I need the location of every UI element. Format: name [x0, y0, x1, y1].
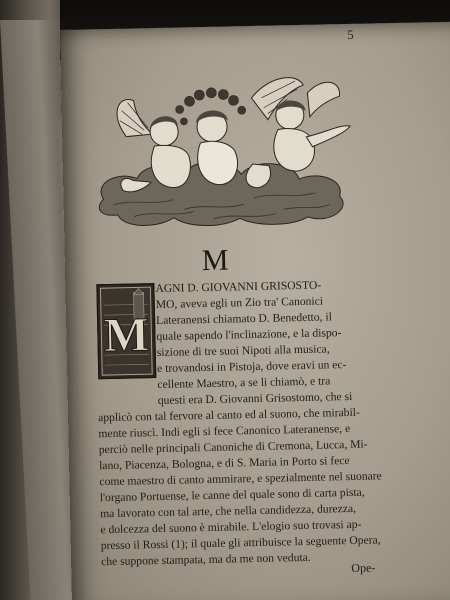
text-line: Lateranensi chiamato D. Benedetto, il [155, 310, 332, 328]
text-line: applicò con tal fervore al canto ed al suono, che mirabil- [97, 405, 360, 425]
body-text [60, 22, 450, 600]
text-line: questi era D. Giovanni Grisostomo, che si [157, 389, 353, 408]
text-line: AGNI D. GIOVANNI GRISOSTO- [155, 278, 322, 296]
text-line: come maestro di canto ammirare, e spezialmente nel suonare [99, 469, 382, 489]
text-line: e trovandosi in Pistoja, dove eravi un ec- [156, 358, 347, 376]
initial-letter: M [103, 308, 150, 363]
text-line: perciò nelle principali Canoniche di Cremona, Lucca, Mi- [98, 437, 368, 457]
text-line: quale sapendo l'inclinazione, e la dispo- [156, 326, 342, 344]
text-line: MO, aveva egli un Zio tra' Canonici [155, 294, 324, 312]
catchword: Ope- [351, 560, 376, 576]
page-number: 5 [346, 26, 354, 42]
text-line: mente riuscì. Indi egli si fece Canonico Lateranense, e [98, 422, 351, 441]
text-line: cellente Maestro, a se li chiamò, e tra [157, 374, 331, 392]
text-line: sizione di tre suoi Nipoti alla musica, [156, 342, 330, 360]
text-line: e dolcezza del suono è mirabile. L'elogio suo trovasi ap- [100, 517, 362, 537]
text-line: ma lavorato con tal arte, che nella candidezza, durezza, [100, 501, 357, 521]
decorative-capital-m: M [201, 243, 230, 278]
text-line: lano, Piacenza, Bologna, e di S. Maria in Porto si fece [98, 454, 350, 473]
book-page [60, 22, 450, 600]
text-line: che suppone stampata, ma da me non veduta. [101, 550, 311, 569]
text-line: l'organo Portuense, le canne del quale sono di carta pista, [99, 485, 365, 505]
text-line: presso il Rossi (1); il quale gli attribuisce la seguente Opera, [100, 533, 381, 553]
